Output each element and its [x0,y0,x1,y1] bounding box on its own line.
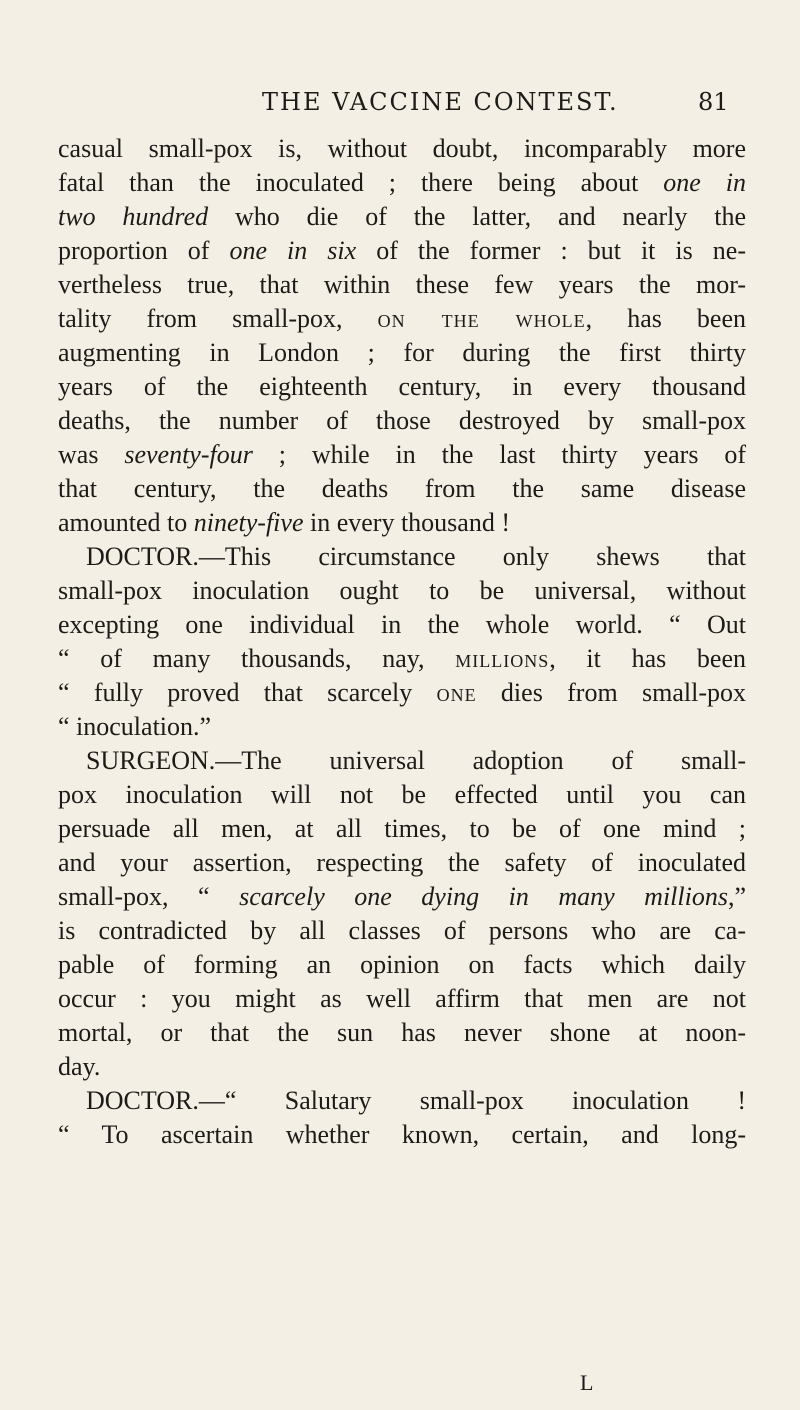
page-number: 81 [698,88,729,116]
text-span: mortal, or that the sun has never shone at noon- [58,1018,746,1047]
text-span: DOCTOR.—“ Salutary small-pox inoculation ! [86,1086,746,1115]
text-line [58,234,746,268]
text-line [58,880,746,914]
italic-span: one in six [229,236,357,265]
text-line [58,506,746,540]
text-span: ,” [727,882,747,911]
text-span: “ fully proved that scarcely [58,678,437,707]
italic-span: two hundred [58,202,209,231]
text-span: in every thousand ! [303,508,510,537]
text-line [58,1084,746,1118]
text-line [58,200,746,234]
text-span: small-pox inoculation ought to be universal, without [58,576,746,605]
text-span: deaths, the number of those destroyed by small-pox [58,406,746,435]
text-span: tality from small-pox, [58,304,378,333]
text-line [58,574,746,608]
text-line [58,336,746,370]
text-line [58,914,746,948]
italic-span: ninety-five [193,508,304,537]
text-line [58,676,746,710]
text-line [58,472,746,506]
text-span: “ of many thousands, nay, [58,644,456,673]
text-span: DOCTOR.—This circumstance only shews that [86,542,746,571]
text-line [58,166,746,200]
text-span: dies from small-pox [476,678,746,707]
italic-span: scarcely one dying in many millions [239,882,728,911]
text-span: casual small-pox is, without doubt, incomparably more [58,134,746,163]
text-line [58,778,746,812]
text-line [58,948,746,982]
text-line [58,744,746,778]
text-line [58,812,746,846]
text-span: augmenting in London ; for during the first thirty [58,338,746,367]
text-line [58,710,746,744]
text-span: SURGEON.—The universal adoption of small- [86,746,746,775]
text-span: is contradicted by all classes of persons who are ca- [58,916,746,945]
text-span: and your assertion, respecting the safety of inoculated [58,848,746,877]
text-span: small-pox, “ [58,882,240,911]
text-line [58,540,746,574]
text-span: fatal than the inoculated ; there being about [58,168,664,197]
small-caps-span: one [436,678,477,707]
text-line [58,370,746,404]
text-span: “ inoculation.” [58,712,212,741]
small-caps-span: millions [455,644,550,673]
text-span: of the former : but it is ne- [356,236,746,265]
text-span: that century, the deaths from the same disease [58,474,746,503]
text-line [58,302,746,336]
signature-mark: L [580,1370,594,1395]
body-text [58,132,746,1152]
italic-span: seventy-four [124,440,253,469]
italic-span: one in [663,168,747,197]
text-span: years of the eighteenth century, in every thousand [58,372,746,401]
text-span: vertheless true, that within these few years the mor- [58,270,746,299]
text-span: “ To ascertain whether known, certain, and long- [58,1120,746,1149]
text-line [58,1050,746,1084]
small-caps-span: on the whole [377,304,586,333]
text-span: , it has been [549,644,746,673]
text-span: persuade all men, at all times, to be of one mind ; [58,814,746,843]
text-span: was [58,440,125,469]
text-line [58,642,746,676]
text-span: pable of forming an opinion on facts which daily [58,950,746,979]
text-line [58,404,746,438]
text-span: who die of the latter, and nearly the [208,202,746,231]
text-span: , has been [585,304,746,333]
running-title: THE VACCINE CONTEST. [262,88,619,116]
text-line [58,268,746,302]
text-line [58,132,746,166]
running-head [0,88,800,122]
text-span: occur : you might as well affirm that men are not [58,984,746,1013]
text-span: excepting one individual in the whole world. “ Out [58,610,746,639]
text-line [58,982,746,1016]
text-span: pox inoculation will not be effected until you can [58,780,746,809]
text-line [58,1118,746,1152]
text-span: ; while in the last thirty years of [252,440,746,469]
text-span: proportion of [58,236,230,265]
text-line [58,438,746,472]
text-line [58,608,746,642]
text-line [58,846,746,880]
text-span: day. [58,1052,101,1081]
text-span: amounted to [58,508,194,537]
text-line [58,1016,746,1050]
